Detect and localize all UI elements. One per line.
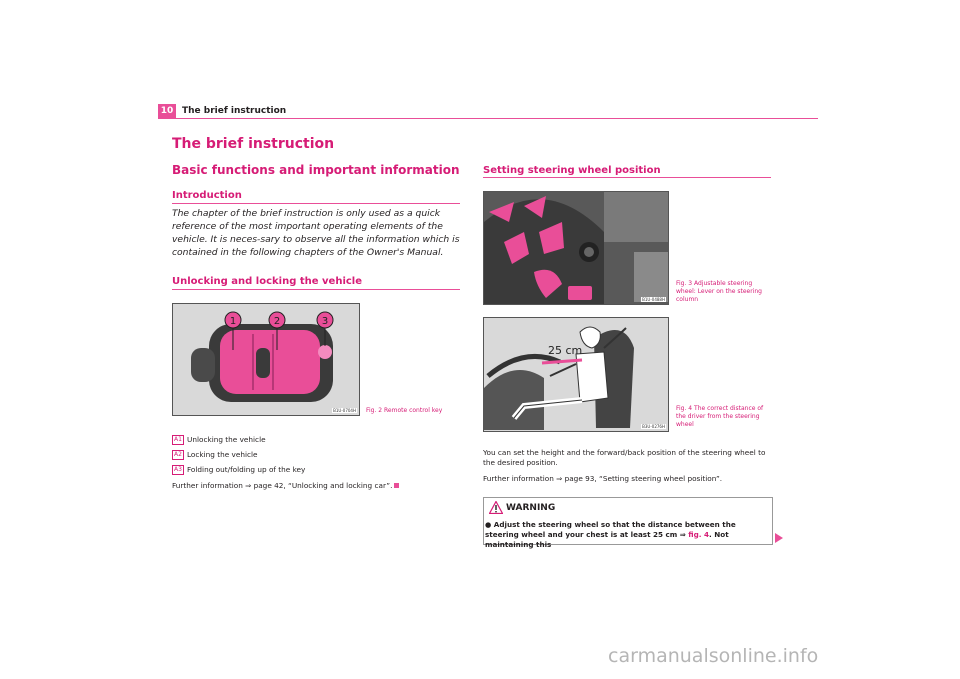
legend-item-2: [172, 450, 258, 460]
intro-rule: [172, 203, 460, 204]
legend-item-1: [172, 435, 266, 445]
remote-key-figure: [172, 303, 360, 416]
legend-marker: A1: [172, 435, 184, 445]
warning-title: WARNING: [506, 503, 556, 513]
legend-item-3: [172, 465, 305, 475]
legend-text: Locking the vehicle: [187, 450, 258, 459]
warning-triangle-icon: [489, 501, 503, 514]
header-rule: [158, 118, 818, 119]
continue-arrow-icon: [775, 533, 783, 543]
callout-3: 3: [321, 316, 329, 327]
unlocking-heading: Unlocking and locking the vehicle: [172, 276, 363, 287]
page-title: The brief instruction: [172, 136, 335, 152]
steering-body-1: You can set the height and the forward/back position of the steering wheel to the desired position.: [483, 448, 766, 467]
callout-1: 1: [229, 316, 237, 327]
page-number: 10: [158, 104, 176, 118]
steering-rule: [483, 177, 771, 178]
legend-text: Folding out/folding up of the key: [187, 465, 306, 474]
steering-heading: Setting steering wheel position: [483, 165, 661, 176]
steering-body-2: Further information ⇒ page 93, “Setting steering wheel position”.: [483, 474, 723, 483]
steering-lever-figure: [483, 191, 669, 305]
fig3-code: B1U-0488H: [642, 297, 665, 302]
unlocking-rule: [172, 289, 460, 290]
fig2-code: B1U-0704H: [333, 408, 356, 413]
callout-2: 2: [273, 316, 281, 327]
bullet-icon: ●: [485, 520, 494, 529]
fig2-caption: Fig. 2 Remote control key: [366, 407, 443, 414]
steering-lever-illustration: [484, 192, 668, 304]
legend-text: Unlocking the vehicle: [187, 435, 266, 444]
remote-key-illustration: [173, 304, 359, 415]
unlocking-further-info: Further information ⇒ page 42, “Unlocking and locking car”.: [172, 481, 472, 491]
fig3-caption: Fig. 3 Adjustable steering wheel: Lever on the steering column: [676, 280, 762, 303]
legend-marker: A2: [172, 450, 184, 460]
intro-heading: Introduction: [172, 190, 242, 201]
driver-distance-illustration: [484, 318, 668, 431]
warning-text: ● Adjust the steering wheel so that the distance between the steering wheel and your chest is at least 25 cm ⇒ fig. 4. Not maintaining this: [485, 520, 736, 549]
fig-reference-link[interactable]: fig. 4: [688, 530, 710, 539]
driver-distance-figure: [483, 317, 669, 432]
running-title: The brief instruction: [182, 106, 287, 116]
legend-marker: A3: [172, 465, 184, 475]
intro-text: The chapter of the brief instruction is only used as a quick reference of the most important operating elements of the vehicle. It is neces-sary to observe all the information which is contained in the following chapters of the Owner's Manual.: [172, 208, 460, 258]
fig4-code: B3U-0276H: [642, 424, 665, 429]
section-end-mark: [394, 483, 399, 488]
distance-label: 25 cm: [548, 344, 583, 357]
section-title: Basic functions and important information: [172, 163, 460, 177]
watermark: carmanualsonline.info: [608, 645, 819, 667]
fig4-caption: Fig. 4 The correct distance of the driver from the steering wheel: [676, 405, 764, 428]
